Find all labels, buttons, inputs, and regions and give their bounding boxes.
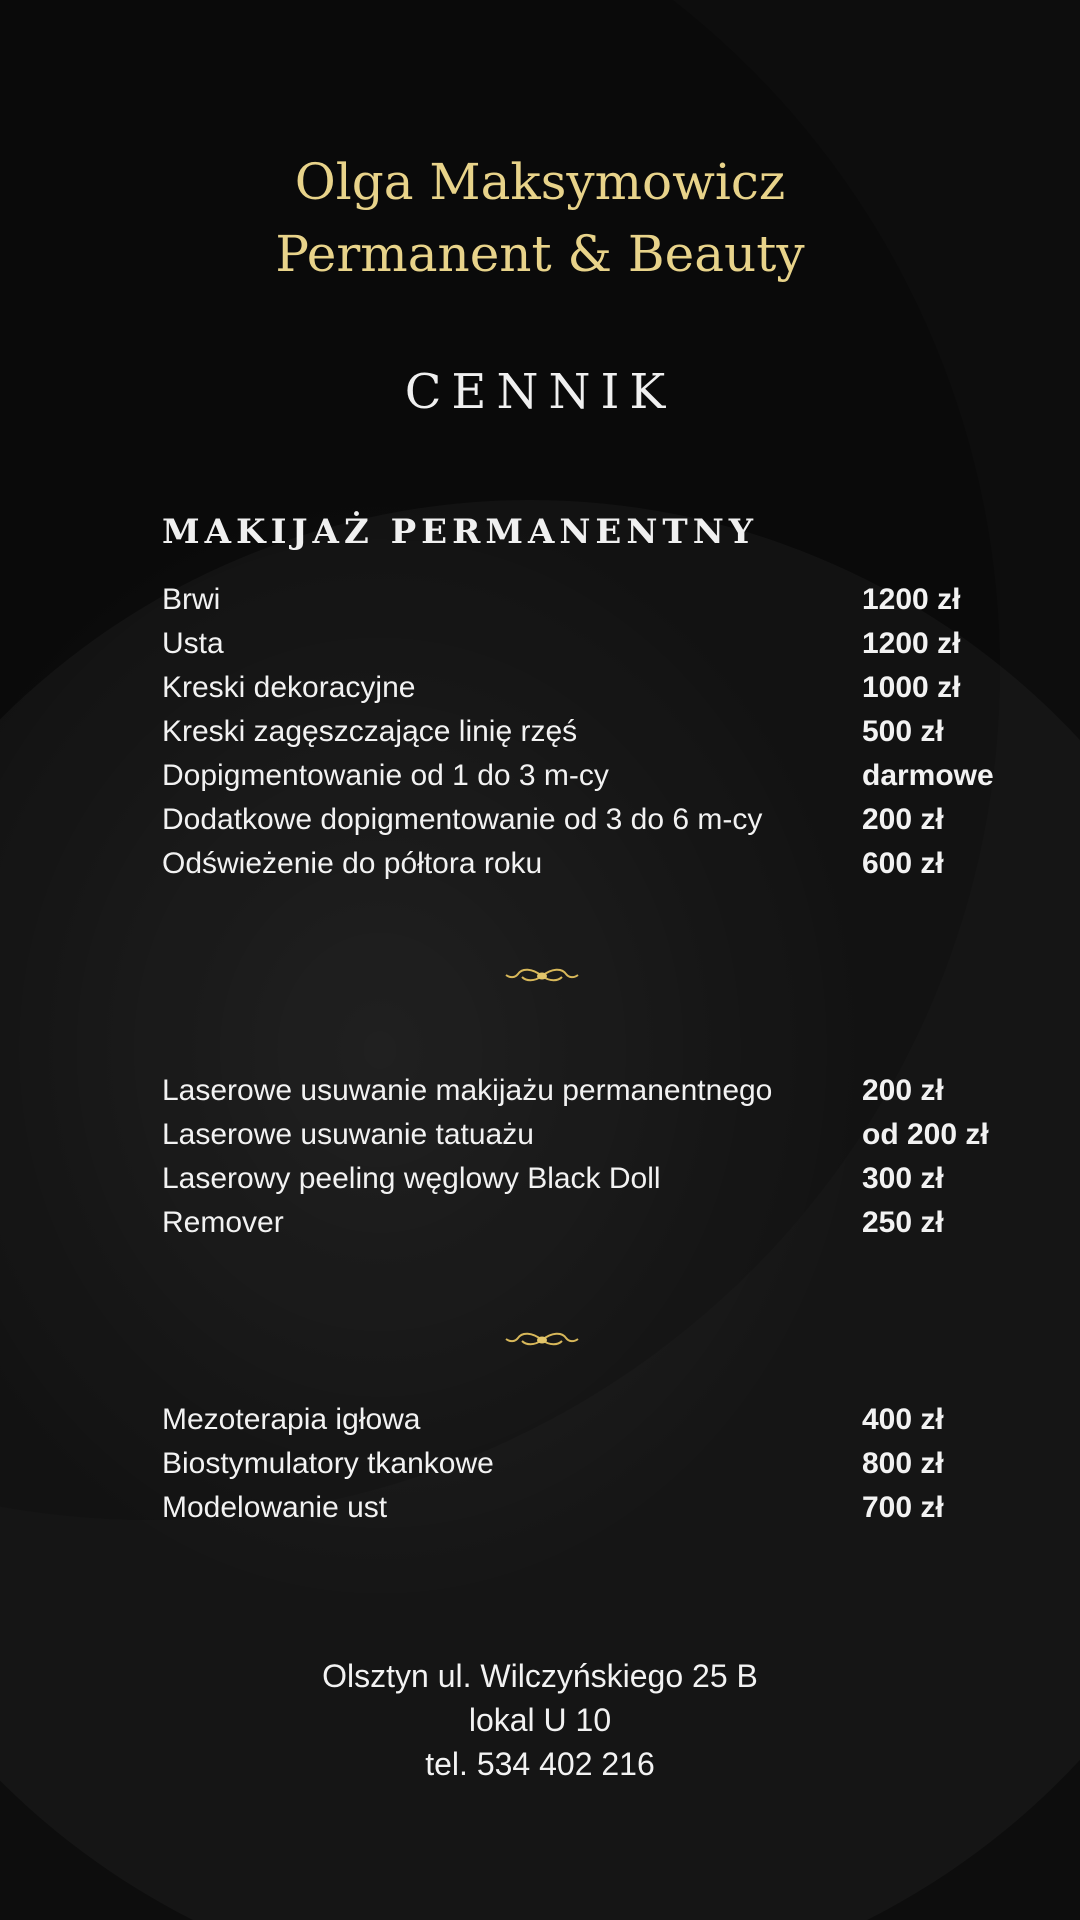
list-item <box>162 754 1022 798</box>
business-tagline: Permanent & Beauty <box>275 225 805 283</box>
list-item <box>162 1398 1022 1442</box>
service-price: 600 zł <box>862 847 944 880</box>
service-name: Laserowe usuwanie makijażu permanentnego <box>162 1074 773 1107</box>
service-price: 500 zł <box>862 715 944 748</box>
service-name: Biostymulatory tkankowe <box>162 1447 494 1480</box>
service-price: 200 zł <box>862 803 944 836</box>
service-name: Laserowy peeling węglowy Black Doll <box>162 1162 661 1195</box>
service-name: Dodatkowe dopigmentowanie od 3 do 6 m-cy <box>162 803 763 836</box>
service-price: od 200 zł <box>862 1118 989 1151</box>
service-name: Odświeżenie do półtora roku <box>162 847 543 880</box>
price-list-aesthetic <box>162 1398 1022 1530</box>
list-item <box>162 1201 1022 1245</box>
list-item <box>162 1486 1022 1530</box>
service-price: 250 zł <box>862 1206 944 1239</box>
service-price: 800 zł <box>862 1447 944 1480</box>
list-item <box>162 1442 1022 1486</box>
service-name: Modelowanie ust <box>162 1491 388 1524</box>
service-price: darmowe <box>862 759 994 792</box>
list-item <box>162 622 1022 666</box>
service-price: 1200 zł <box>862 627 961 660</box>
ornamental-divider-icon <box>170 966 915 986</box>
section-heading-permanent-makeup: MAKIJAŻ PERMANENTNY <box>162 512 759 552</box>
footer-phone[interactable]: tel. 534 402 216 <box>425 1746 655 1782</box>
service-price: 400 zł <box>862 1403 944 1436</box>
list-item <box>162 842 1022 886</box>
list-item <box>162 578 1022 622</box>
service-price: 1200 zł <box>862 583 961 616</box>
page-title: CENNIK <box>404 364 676 420</box>
ornamental-divider-icon <box>170 1330 915 1350</box>
price-list-laser <box>162 1069 1022 1245</box>
service-name: Kreski dekoracyjne <box>162 671 416 704</box>
list-item <box>162 1113 1022 1157</box>
service-price: 200 zł <box>862 1074 944 1107</box>
service-name: Dopigmentowanie od 1 do 3 m-cy <box>162 759 609 792</box>
list-item <box>162 1157 1022 1201</box>
service-name: Usta <box>162 627 224 660</box>
list-item <box>162 710 1022 754</box>
service-name: Remover <box>162 1206 284 1239</box>
service-name: Laserowe usuwanie tatuażu <box>162 1118 534 1151</box>
service-price: 1000 zł <box>862 671 961 704</box>
service-price: 700 zł <box>862 1491 944 1524</box>
service-name: Brwi <box>162 583 221 616</box>
footer-unit: lokal U 10 <box>468 1702 612 1738</box>
list-item <box>162 1069 1022 1113</box>
footer-address: Olsztyn ul. Wilczyńskiego 25 B <box>322 1658 758 1694</box>
service-name: Mezoterapia igłowa <box>162 1403 421 1436</box>
list-item <box>162 666 1022 710</box>
list-item <box>162 798 1022 842</box>
business-name: Olga Maksymowicz <box>294 153 786 211</box>
service-name: Kreski zagęszczające linię rzęś <box>162 715 578 748</box>
price-list-permanent-makeup <box>162 578 1022 886</box>
service-price: 300 zł <box>862 1162 944 1195</box>
